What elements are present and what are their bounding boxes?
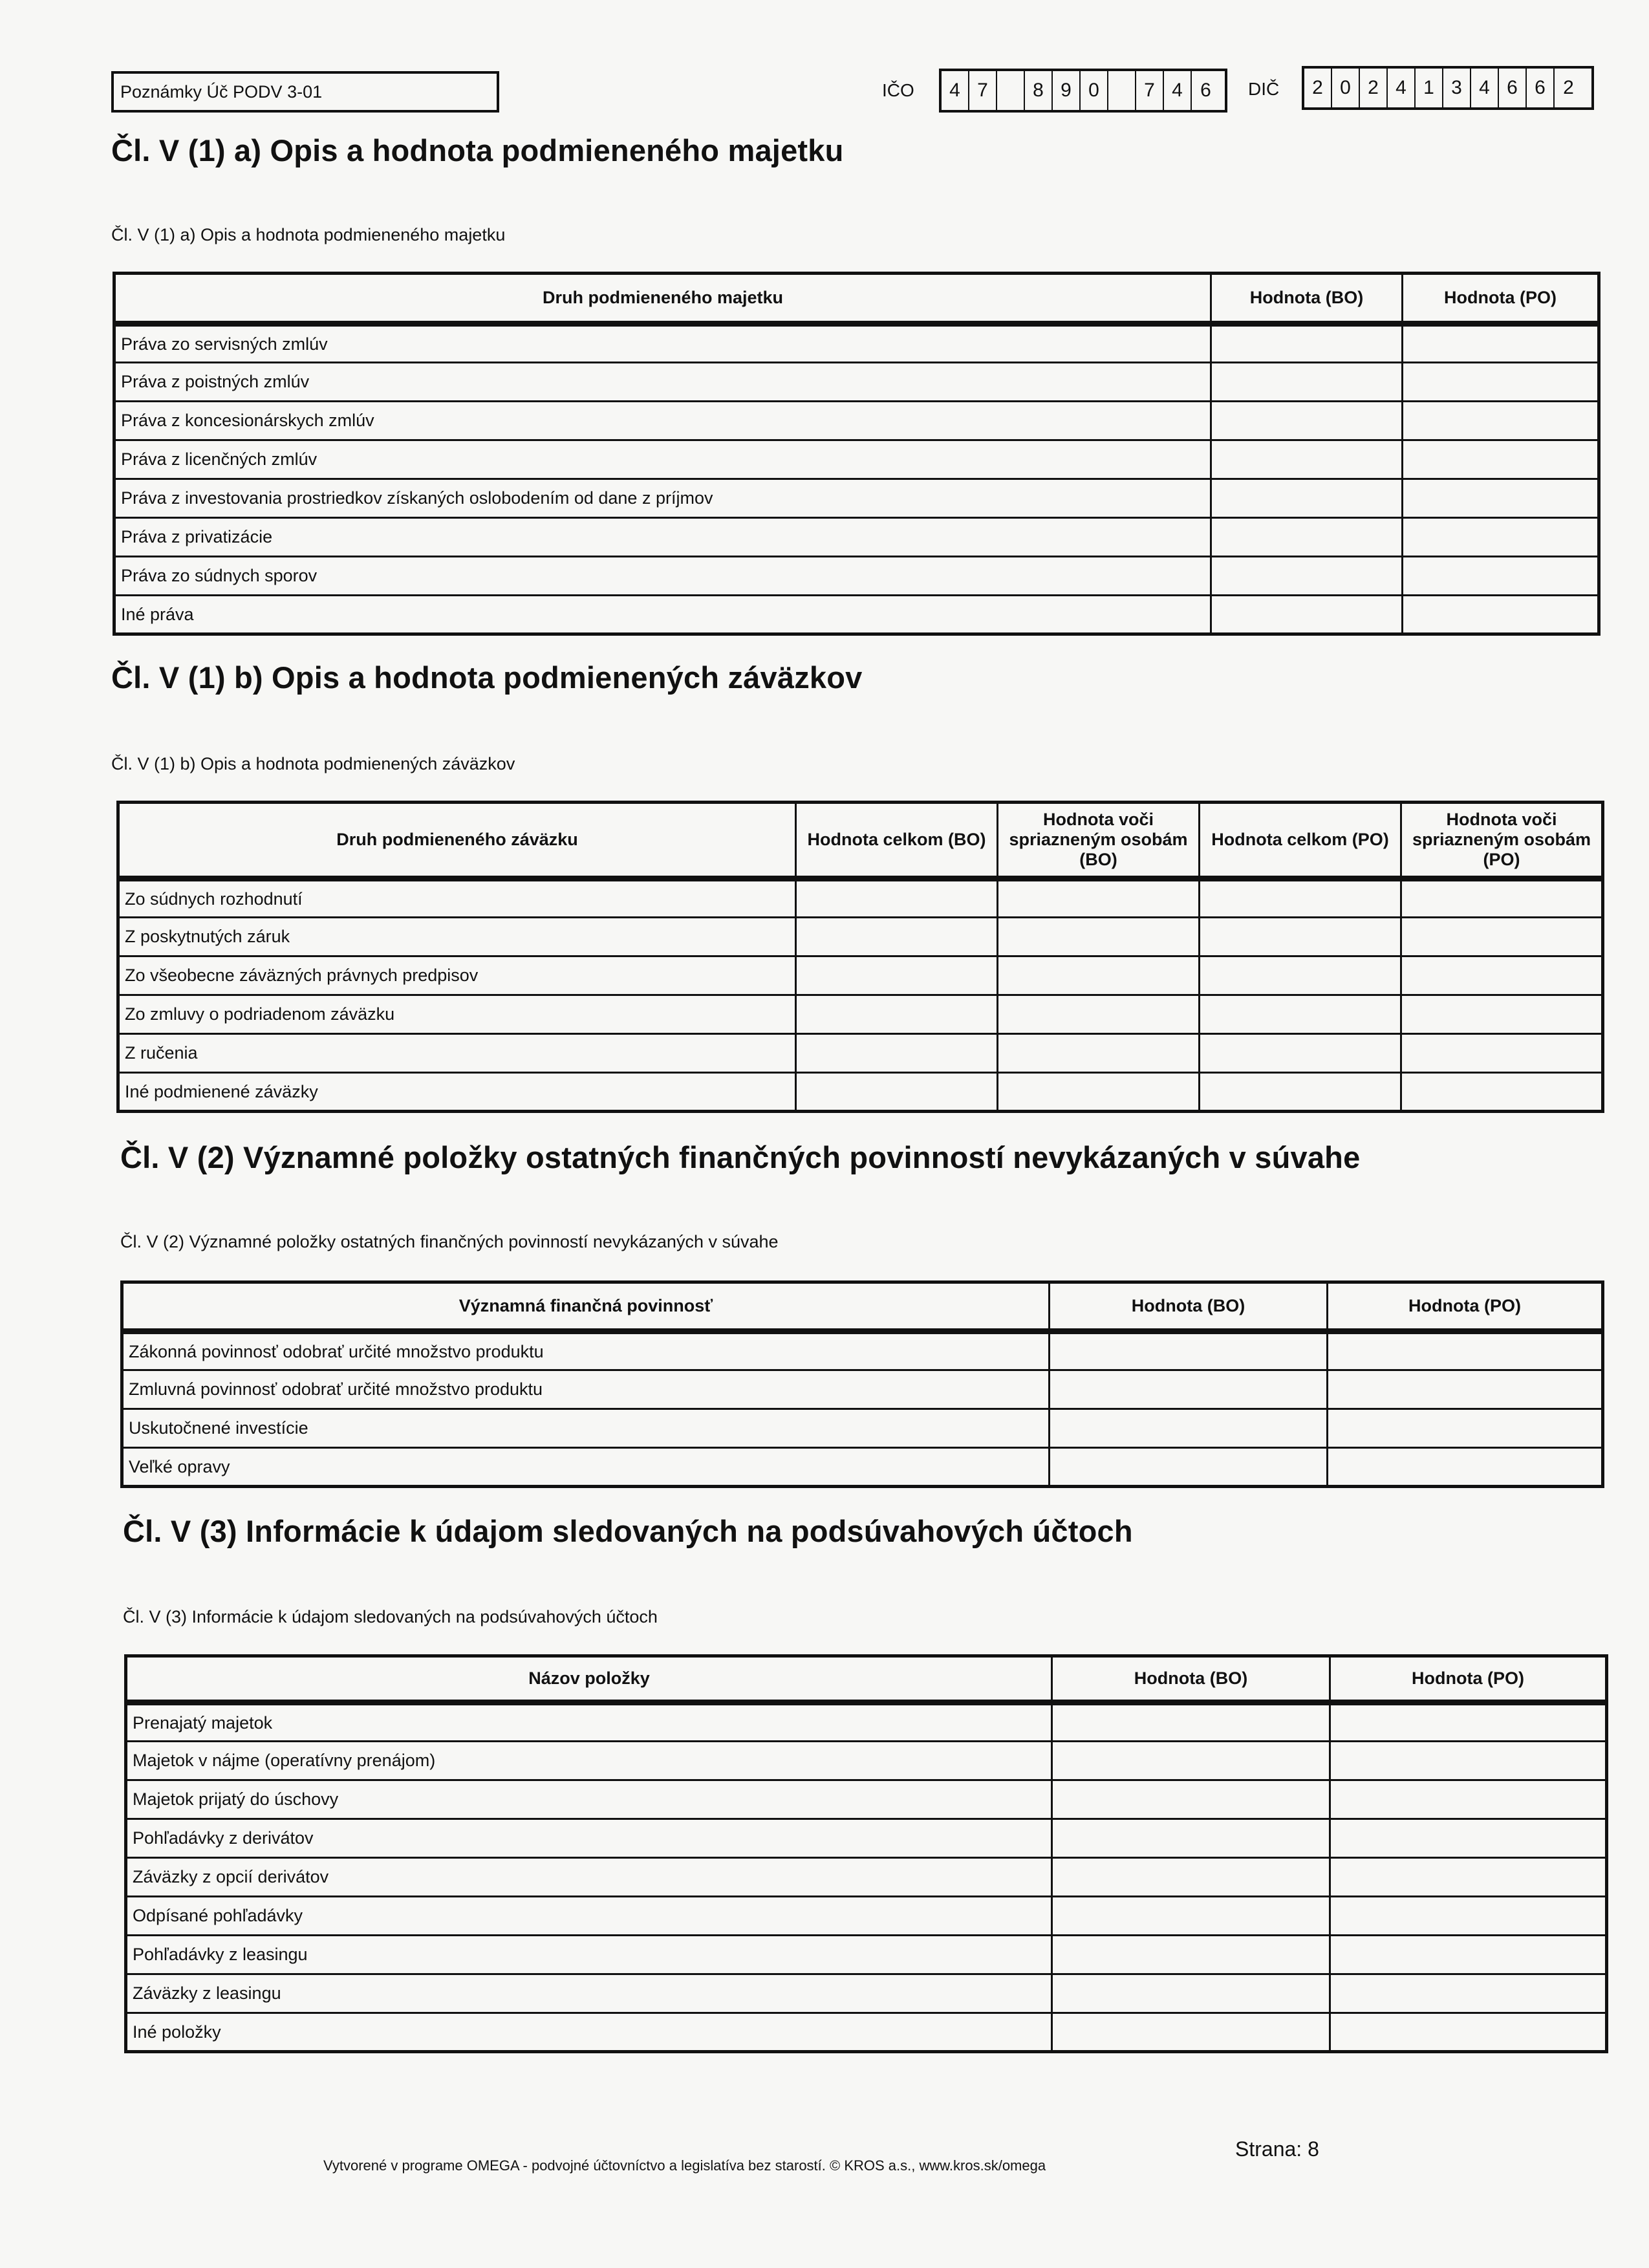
ico-digit: 0 (1081, 71, 1108, 110)
dic-digit: 2 (1304, 69, 1332, 107)
section-title: Čl. V (1) b) Opis a hodnota podmienených záväzkov (111, 660, 863, 695)
value-cell-bo[interactable] (1211, 440, 1403, 479)
value-cell-bo[interactable] (1211, 518, 1403, 557)
table-row (126, 1780, 1607, 1819)
table-row (122, 1409, 1603, 1448)
value-cell[interactable] (998, 1034, 1200, 1073)
value-cell-po[interactable] (1403, 402, 1599, 440)
value-cell-bo[interactable] (1052, 1936, 1330, 1974)
value-cell[interactable] (998, 1073, 1200, 1112)
table-header-row (122, 1282, 1603, 1332)
value-cell-bo[interactable] (1052, 1974, 1330, 2013)
value-cell-bo[interactable] (1052, 1703, 1330, 1742)
table-header-row (114, 274, 1599, 324)
podmienene-zavazky-table (116, 801, 1604, 1113)
value-cell[interactable] (998, 918, 1200, 956)
section-subtitle: Čl. V (1) b) Opis a hodnota podmienených záväzkov (111, 754, 515, 773)
value-cell[interactable] (1200, 1073, 1401, 1112)
value-cell-po[interactable] (1330, 1780, 1607, 1819)
value-cell-po[interactable] (1330, 1897, 1607, 1936)
value-cell[interactable] (1200, 995, 1401, 1034)
table-row (126, 1819, 1607, 1858)
value-cell-po[interactable] (1403, 479, 1599, 518)
row-label: Majetok prijatý do úschovy (126, 1780, 1052, 1819)
row-label: Práva z privatizácie (114, 518, 1211, 557)
value-cell-bo[interactable] (1211, 324, 1403, 363)
value-cell-po[interactable] (1328, 1409, 1603, 1448)
section-title: Čl. V (2) Významné položky ostatných finančných povinností nevykázaných v súvahe (120, 1140, 1361, 1174)
ico-digit: 7 (969, 71, 997, 110)
table-row (114, 479, 1599, 518)
column-header: Hodnota (BO) (1211, 274, 1403, 324)
row-label: Záväzky z leasingu (126, 1974, 1052, 2013)
column-header: Názov položky (126, 1656, 1052, 1703)
footer-text: Vytvorené v programe OMEGA - podvojné účtovníctvo a legislatíva bez starostí. © KROS a.s., www.kros.sk/omega (323, 2157, 1046, 2174)
financne-povinnosti-table (120, 1280, 1604, 1488)
dic-digit: 3 (1443, 69, 1471, 107)
value-cell-po[interactable] (1403, 596, 1599, 634)
value-cell[interactable] (796, 995, 998, 1034)
dic-digit: 6 (1527, 69, 1555, 107)
column-header: Hodnota celkom (PO) (1200, 803, 1401, 879)
value-cell[interactable] (1200, 879, 1401, 918)
value-cell-bo[interactable] (1052, 1858, 1330, 1897)
value-cell[interactable] (796, 879, 998, 918)
form-id: Poznámky Úč PODV 3-01 (120, 81, 323, 102)
value-cell[interactable] (1200, 956, 1401, 995)
row-label: Z poskytnutých záruk (118, 918, 796, 956)
table-row (118, 995, 1603, 1034)
table-row (118, 879, 1603, 918)
row-label: Zmluvná povinnosť odobrať určité množstvo produktu (122, 1370, 1050, 1409)
dic-digit: 2 (1563, 77, 1574, 98)
table-row (126, 1936, 1607, 1974)
row-label: Iné práva (114, 596, 1211, 634)
table-row (118, 918, 1603, 956)
table-row (114, 596, 1599, 634)
row-label: Iné položky (126, 2013, 1052, 2052)
column-header: Hodnota (PO) (1330, 1656, 1607, 1703)
table-row (118, 1034, 1603, 1073)
value-cell-po[interactable] (1403, 557, 1599, 596)
dic-digit: 2 (1360, 69, 1388, 107)
table-row (118, 956, 1603, 995)
value-cell-po[interactable] (1403, 518, 1599, 557)
column-header: Hodnota voči spriazneným osobám (BO) (998, 803, 1200, 879)
dic-label: DIČ (1248, 79, 1280, 99)
value-cell[interactable] (998, 995, 1200, 1034)
row-label: Záväzky z opcií derivátov (126, 1858, 1052, 1897)
column-header: Druh podmieneného majetku (114, 274, 1211, 324)
table-row (118, 1073, 1603, 1112)
form-id-box (111, 71, 499, 113)
section-title: Čl. V (3) Informácie k údajom sledovaných na podsúvahových účtoch (123, 1514, 1133, 1548)
dic-digit: 6 (1499, 69, 1527, 107)
value-cell-po[interactable] (1330, 1819, 1607, 1858)
value-cell[interactable] (796, 1073, 998, 1112)
value-cell-bo[interactable] (1052, 2013, 1330, 2052)
value-cell-bo[interactable] (1050, 1409, 1328, 1448)
row-label: Zo súdnych rozhodnutí (118, 879, 796, 918)
table-row (114, 440, 1599, 479)
ico-label: IČO (882, 80, 914, 100)
value-cell-po[interactable] (1330, 1974, 1607, 2013)
row-label: Prenajatý majetok (126, 1703, 1052, 1742)
value-cell-bo[interactable] (1052, 1897, 1330, 1936)
value-cell-po[interactable] (1328, 1448, 1603, 1487)
row-label: Práva zo súdnych sporov (114, 557, 1211, 596)
section-title: Čl. V (1) a) Opis a hodnota podmieneného majetku (111, 133, 844, 167)
table-row (126, 2013, 1607, 2052)
column-header: Hodnota celkom (BO) (796, 803, 998, 879)
row-label: Uskutočnené investície (122, 1409, 1050, 1448)
value-cell-po[interactable] (1330, 1742, 1607, 1780)
value-cell-bo[interactable] (1050, 1332, 1328, 1370)
value-cell[interactable] (1401, 956, 1603, 995)
value-cell[interactable] (1401, 879, 1603, 918)
column-header: Významná finančná povinnosť (122, 1282, 1050, 1332)
table-row (126, 1703, 1607, 1742)
value-cell-bo[interactable] (1050, 1370, 1328, 1409)
table-row (114, 363, 1599, 402)
value-cell[interactable] (1200, 1034, 1401, 1073)
value-cell[interactable] (1200, 918, 1401, 956)
column-header: Hodnota (BO) (1052, 1656, 1330, 1703)
section-subtitle: Čl. V (2) Významné položky ostatných finančných povinností nevykázaných v súvahe (120, 1232, 779, 1251)
value-cell[interactable] (1401, 995, 1603, 1034)
value-cell[interactable] (1401, 1034, 1603, 1073)
table-row (122, 1370, 1603, 1409)
value-cell-bo[interactable] (1211, 363, 1403, 402)
row-label: Práva zo servisných zmlúv (114, 324, 1211, 363)
ico-digit: 8 (1025, 71, 1053, 110)
value-cell-bo[interactable] (1050, 1448, 1328, 1487)
value-cell[interactable] (998, 879, 1200, 918)
row-label: Práva z poistných zmlúv (114, 363, 1211, 402)
column-header: Hodnota (BO) (1050, 1282, 1328, 1332)
value-cell[interactable] (1401, 1073, 1603, 1112)
value-cell-po[interactable] (1328, 1332, 1603, 1370)
column-header: Druh podmieneného záväzku (118, 803, 796, 879)
table-header-row (118, 803, 1603, 879)
ico-digit (997, 71, 1025, 110)
page-number: Strana: 8 (1235, 2137, 1319, 2161)
dic-digit: 4 (1471, 69, 1499, 107)
value-cell-po[interactable] (1403, 363, 1599, 402)
ico-digit (1108, 71, 1136, 110)
table-row (126, 1858, 1607, 1897)
row-label: Zo všeobecne záväzných právnych predpisov (118, 956, 796, 995)
ico-digit: 6 (1200, 80, 1211, 101)
dic-field[interactable] (1302, 66, 1594, 110)
table-row (122, 1332, 1603, 1370)
value-cell-bo[interactable] (1052, 1780, 1330, 1819)
row-label: Práva z investovania prostriedkov získaných oslobodením od dane z príjmov (114, 479, 1211, 518)
table-row (114, 324, 1599, 363)
table-row (126, 1897, 1607, 1936)
table-header-row (126, 1656, 1607, 1703)
value-cell[interactable] (796, 1034, 998, 1073)
row-label: Pohľadávky z derivátov (126, 1819, 1052, 1858)
dic-digit: 1 (1416, 69, 1443, 107)
ico-digit: 9 (1053, 71, 1081, 110)
row-label: Z ručenia (118, 1034, 796, 1073)
value-cell-po[interactable] (1330, 1858, 1607, 1897)
table-row (126, 1974, 1607, 2013)
section-subtitle: Čl. V (1) a) Opis a hodnota podmieneného majetku (111, 225, 506, 244)
row-label: Zákonná povinnosť odobrať určité množstvo produktu (122, 1332, 1050, 1370)
row-label: Zo zmluvy o podriadenom záväzku (118, 995, 796, 1034)
table-row (114, 402, 1599, 440)
value-cell[interactable] (796, 956, 998, 995)
ico-digit: 7 (1136, 71, 1164, 110)
row-label: Práva z koncesionárskych zmlúv (114, 402, 1211, 440)
row-label: Práva z licenčných zmlúv (114, 440, 1211, 479)
row-label: Majetok v nájme (operatívny prenájom) (126, 1742, 1052, 1780)
value-cell-po[interactable] (1403, 440, 1599, 479)
value-cell-bo[interactable] (1211, 557, 1403, 596)
table-row (122, 1448, 1603, 1487)
ico-digit: 4 (942, 71, 969, 110)
table-row (114, 518, 1599, 557)
value-cell-po[interactable] (1328, 1370, 1603, 1409)
value-cell[interactable] (998, 956, 1200, 995)
value-cell-po[interactable] (1330, 1703, 1607, 1742)
value-cell-po[interactable] (1330, 1936, 1607, 1974)
ico-field[interactable] (939, 69, 1227, 113)
value-cell-bo[interactable] (1211, 596, 1403, 634)
column-header: Hodnota (PO) (1328, 1282, 1603, 1332)
podsuvahove-ucty-table (124, 1654, 1608, 2053)
ico-digit: 4 (1164, 71, 1192, 110)
value-cell-po[interactable] (1330, 2013, 1607, 2052)
row-label: Pohľadávky z leasingu (126, 1936, 1052, 1974)
value-cell-bo[interactable] (1211, 479, 1403, 518)
column-header: Hodnota voči spriazneným osobám (PO) (1401, 803, 1603, 879)
value-cell[interactable] (796, 918, 998, 956)
row-label: Veľké opravy (122, 1448, 1050, 1487)
table-row (126, 1742, 1607, 1780)
dic-digit: 4 (1388, 69, 1416, 107)
value-cell-bo[interactable] (1211, 402, 1403, 440)
value-cell-bo[interactable] (1052, 1819, 1330, 1858)
value-cell[interactable] (1401, 918, 1603, 956)
podmieneny-majetok-table (113, 272, 1600, 636)
dic-digit: 0 (1332, 69, 1360, 107)
row-label: Iné podmienené záväzky (118, 1073, 796, 1112)
row-label: Odpísané pohľadávky (126, 1897, 1052, 1936)
table-row (114, 557, 1599, 596)
value-cell-po[interactable] (1403, 324, 1599, 363)
column-header: Hodnota (PO) (1403, 274, 1599, 324)
value-cell-bo[interactable] (1052, 1742, 1330, 1780)
section-subtitle: Čl. V (3) Informácie k údajom sledovaných na podsúvahových účtoch (123, 1607, 658, 1626)
